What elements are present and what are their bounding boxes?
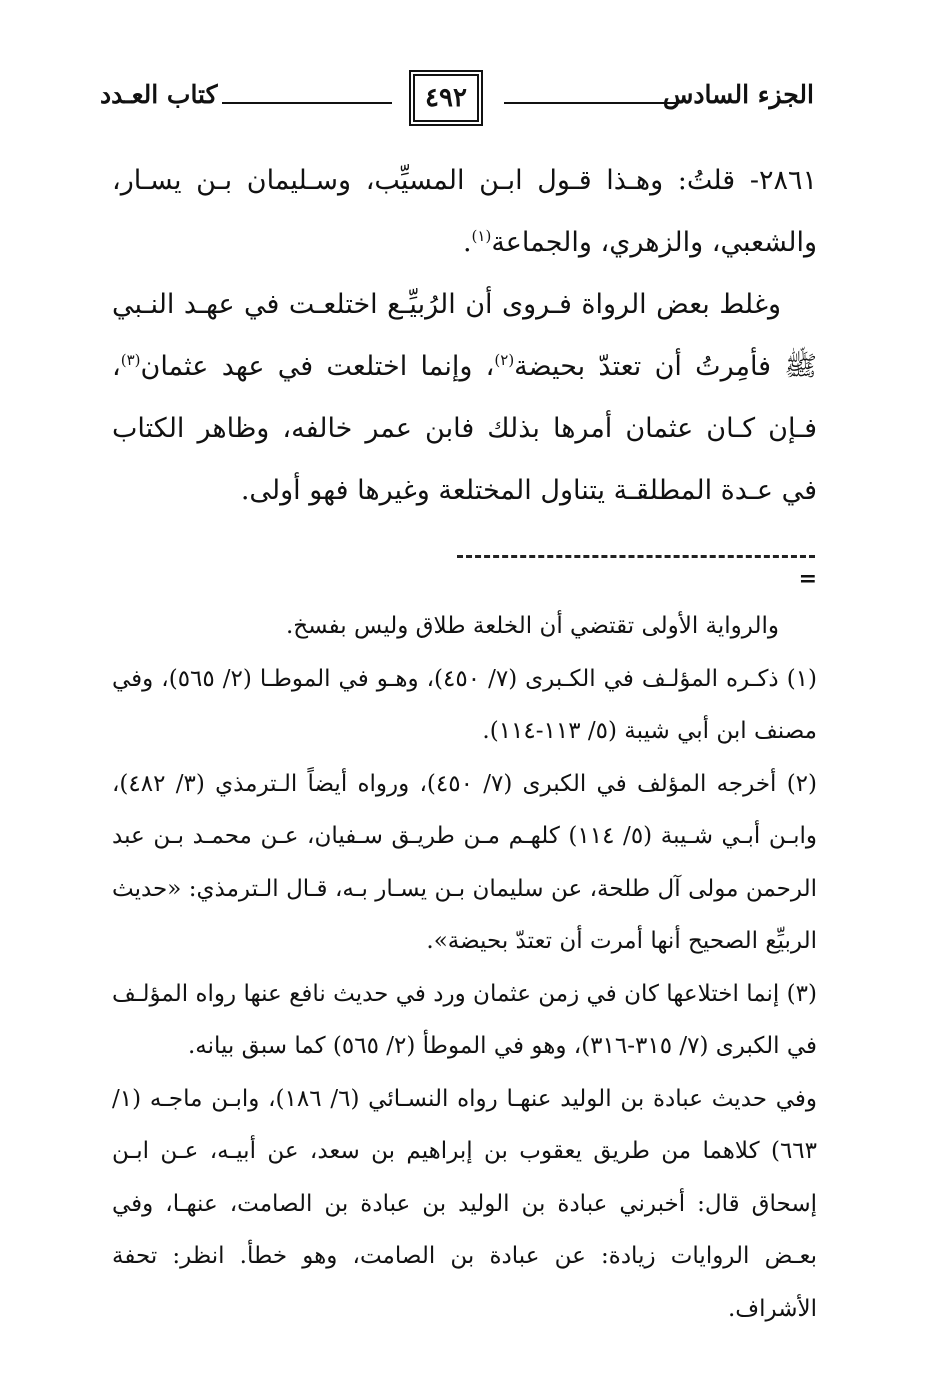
footnote-continuation: والرواية الأولى تقتضي أن الخلعة طلاق وليس بفسخ. bbox=[285, 613, 779, 639]
footnote-2: (٢) أخرجه المؤلف في الكبرى (٧/ ٤٥٠)، ورواه أيضاً الـترمذي (٣/ ٤٨٢)، وابـن أبـي شـيبة (٥/ ١١٤) كلهـم مـن طريـق سـفيان، عـن محمـد بـن عبد الرحمن مولى آل طلحة، عن سليمان بـن يسـار بـه، قـال الـترمذي: «حديث الربيِّع الصحيح أنها أمرت أن تعتدّ بحيضة». bbox=[112, 770, 818, 954]
footnote-separator bbox=[457, 555, 815, 558]
footnote-ref-2: (٢) bbox=[494, 351, 515, 369]
header-rule-right bbox=[504, 102, 679, 104]
footnote-3-continuation: وفي حديث عبادة بن الوليد عنهـا رواه النسـائي (٦/ ١٨٦)، وابـن ماجـه (١/ ٦٦٣) كلاهما من طريق يعقوب بن إبراهيم بن سعد، عن أبيـه، عـن ابـن إسحاق قال: أخبرني عبادة بن الوليد بن عبادة بن الصامت، عنهـا، وفي بعـض الروايات زيادة: عن عبادة بن الصامت، وهو خطأ. انظر: تحفة الأشراف. bbox=[112, 1085, 818, 1322]
volume-title: الجزء السادس bbox=[662, 80, 814, 109]
footnote-ref-1: (١) bbox=[471, 227, 492, 245]
page-number: ٤٩٢ bbox=[413, 74, 479, 122]
main-text bbox=[112, 150, 817, 522]
page-header bbox=[100, 74, 814, 126]
paragraph-2861: ٢٨٦١- قلتُ: وهـذا قـول ابـن المسيِّب، وسـليمان بـن يسـار، والشعبي، والزهري، والجماعة$^{(١)}$. bbox=[112, 165, 817, 258]
footnote-1: (١) ذكـره المؤلـف في الكـبرى (٧/ ٤٥٠)، وهـو في الموطـا (٢/ ٥٦٥)، وفي مصنف ابن أبي شيبة (٥/ ١١٣-١١٤). bbox=[112, 665, 818, 744]
footnote-carry-mark: = bbox=[798, 566, 817, 592]
footnote-3: (٣) إنما اختلاعها كان في زمن عثمان ورد في حديث نافع عنها رواه المؤلـف في الكبرى (٧/ ٣١٥-٣١٦)، وهو في الموطأ (٢/ ٥٦٥) كما سبق بيانه. bbox=[112, 980, 817, 1059]
header-rule-left bbox=[222, 102, 392, 104]
chapter-title: كتاب العـدد bbox=[100, 80, 218, 109]
footnotes bbox=[112, 600, 817, 1335]
footnote-ref-3: (٣) bbox=[120, 351, 141, 369]
paragraph-narrators: وغلط بعض الرواة فـروى أن الرُبيِّـع اختلعـت في عهـد النـبي ﷺ فأمِرتُ أن تعتدّ بحيضة$^{(٢)}$، وإنما اختلعت في عهد عثمان$^{(٣)}$، فـإن كـان عثمان أمرها بذلك فابن عمر خالفه، وظاهر الكتاب في عـدة المطلقـة يتناول المختلعة وغيرها فهو أولى. bbox=[112, 289, 817, 506]
